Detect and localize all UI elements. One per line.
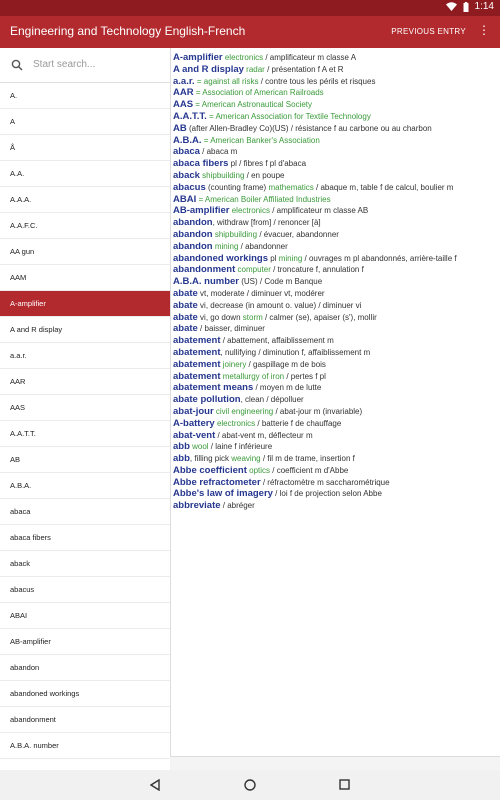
dictionary-entry[interactable] [173, 312, 498, 324]
list-item[interactable]: A-amplifier [0, 291, 170, 317]
list-item[interactable]: AAR [0, 369, 170, 395]
entry-headword: abatement [173, 370, 221, 382]
entry-grammar-note: vi [197, 300, 206, 310]
dictionary-entry[interactable] [173, 253, 498, 265]
list-item[interactable]: abandon [0, 655, 170, 681]
dictionary-entry[interactable] [173, 76, 498, 88]
dictionary-entry[interactable] [173, 453, 498, 465]
dictionary-entry[interactable] [173, 477, 498, 489]
dictionary-entry[interactable] [173, 371, 498, 383]
dictionary-entries [173, 52, 498, 772]
dictionary-entry[interactable] [173, 241, 498, 253]
entry-grammar-note: pl [268, 253, 277, 263]
entry-subject-label: = American Banker's Association [203, 135, 320, 145]
list-item[interactable]: A [0, 109, 170, 135]
entry-subject-label: mining [214, 241, 239, 251]
entry-headword: A and R display [173, 63, 244, 75]
entry-headword: abatement [173, 335, 221, 347]
dictionary-entry[interactable] [173, 430, 498, 442]
entry-translation: / abattement, affaiblissement m [220, 336, 334, 346]
previous-entry-button[interactable]: PREVIOUS ENTRY [391, 27, 466, 36]
list-item[interactable]: abaca fibers [0, 525, 170, 551]
list-item[interactable]: AB [0, 447, 170, 473]
entry-grammar-note: (after Allen-Bradley Co)(US) [186, 123, 289, 133]
list-item[interactable]: A.A. [0, 161, 170, 187]
sidebar [0, 48, 171, 770]
entry-translation: / laine f inférieure [208, 442, 273, 452]
list-item[interactable]: A.B.A. number [0, 733, 170, 759]
entry-translation: / gaspillage m de bois [246, 359, 326, 369]
entry-subject-label: shipbuilding [202, 170, 245, 180]
dictionary-entry[interactable] [173, 205, 498, 217]
dictionary-entry[interactable] [173, 99, 498, 111]
entry-headword: abatement means [173, 382, 254, 394]
list-item[interactable]: A.A.F.C. [0, 213, 170, 239]
entry-translation: / abréger [220, 501, 255, 511]
entry-grammar-note: vi [197, 312, 206, 322]
overflow-menu-icon[interactable]: ⋮ [478, 23, 490, 37]
list-item[interactable]: abandonment [0, 707, 170, 733]
entry-headword: AB [173, 122, 187, 134]
list-item[interactable]: A.B.A. [0, 473, 170, 499]
entry-translation: / évacuer, abandonner [257, 229, 339, 239]
entry-headword: abat-vent [173, 429, 216, 441]
dictionary-entry[interactable] [173, 217, 498, 229]
entry-translation: / coefficient m d'Abbe [270, 465, 349, 475]
list-item[interactable]: A.A.A. [0, 187, 170, 213]
entry-translation: / fil m de trame, insertion f [260, 454, 355, 464]
entry-headword: abatement [173, 358, 221, 370]
entry-subject-label: weaving [231, 454, 261, 464]
entry-translation: / abat-jour m (invariable) [273, 406, 363, 416]
entry-subject-label: joinery [222, 359, 247, 369]
entry-translation: / abaca m [199, 147, 238, 157]
list-item[interactable]: abacus [0, 577, 170, 603]
entry-subject-label: optics [249, 465, 271, 475]
entry-headword: ABAI [173, 193, 197, 205]
entry-translation: / abaque m, table f de calcul, boulier m [313, 182, 454, 192]
recents-icon[interactable] [339, 779, 350, 790]
entry-subject-label: = American Astronautical Society [195, 100, 313, 110]
list-item[interactable]: ABAI [0, 603, 170, 629]
wifi-icon [446, 2, 457, 11]
entry-translation: / Code m Banque [257, 277, 323, 287]
entry-subject-label: mining [278, 253, 303, 263]
app-title: Engineering and Technology English-French [10, 24, 246, 38]
dictionary-entry[interactable] [173, 111, 498, 123]
entry-grammar-note: , filling pick [189, 454, 230, 464]
entry-translation: / contre tous les périls et risques [258, 76, 376, 86]
entry-translation: / diminution f, affaiblissement m [256, 347, 371, 357]
entry-translation: / pertes f pl [284, 371, 326, 381]
dictionary-entry[interactable] [173, 52, 498, 64]
entry-headword: abate [173, 299, 198, 311]
entry-headword: AB-amplifier [173, 205, 230, 217]
entry-translation: / amplificateur m classe AB [269, 206, 369, 216]
search-input[interactable]: Start search... [33, 59, 96, 70]
content-bottom-edge [170, 756, 500, 771]
entry-grammar-note: (US) [238, 277, 258, 287]
status-bar [0, 0, 500, 16]
entry-subject-label: wool [192, 442, 209, 452]
entry-translation: / renoncer [à] [271, 218, 321, 228]
entry-translation: / en poupe [244, 170, 285, 180]
dictionary-entry[interactable] [173, 347, 498, 359]
dictionary-entry[interactable] [173, 276, 498, 288]
entry-translation: / abat-vent m, déflecteur m [215, 430, 313, 440]
entry-headword: abate [173, 323, 198, 335]
entry-grammar-note: (counting frame) [205, 182, 267, 192]
dictionary-entry[interactable] [173, 170, 498, 182]
back-icon[interactable] [150, 779, 160, 791]
search-bar[interactable] [0, 48, 170, 83]
dictionary-entry[interactable] [173, 146, 498, 158]
dictionary-entry[interactable] [173, 158, 498, 170]
entry-subject-label: = Association of American Railroads [195, 88, 324, 98]
entry-headword: abbreviate [173, 500, 221, 512]
entry-headword: A.B.A. number [173, 276, 239, 288]
list-item[interactable]: A. [0, 83, 170, 109]
dictionary-entry[interactable] [173, 323, 498, 335]
dictionary-entry[interactable] [173, 64, 498, 76]
dictionary-entry[interactable] [173, 488, 498, 500]
dictionary-entry[interactable] [173, 465, 498, 477]
entry-subject-label: storm [242, 312, 263, 322]
entry-subject-label: electronics [224, 53, 264, 62]
entry-headword: a.a.r. [173, 75, 195, 87]
entry-headword: abandon [173, 228, 213, 240]
list-item[interactable]: A and R display [0, 317, 170, 343]
dictionary-entry[interactable] [173, 359, 498, 371]
entry-headword: A-amplifier [173, 52, 223, 63]
app-bar [0, 16, 500, 48]
list-item[interactable]: aback [0, 551, 170, 577]
word-list [0, 83, 170, 759]
list-item[interactable]: abaca [0, 499, 170, 525]
entry-subject-label: electronics [231, 206, 270, 216]
entry-subject-label: electronics [216, 418, 256, 428]
entry-grammar-note: vt [197, 288, 207, 298]
entry-subject-label: = American Boiler Affiliated Industries [198, 194, 331, 204]
entry-grammar-note: , withdraw [from] [212, 218, 272, 228]
entry-headword: abandon [173, 240, 213, 252]
dictionary-entry[interactable] [173, 406, 498, 418]
entry-translation: / moyen m de lutte [253, 383, 322, 393]
entry-headword: abaca [173, 146, 200, 158]
entry-grammar-note: pl [228, 159, 237, 169]
entry-translation: / amplificateur m classe A [263, 53, 357, 62]
search-icon [11, 59, 23, 71]
dictionary-entry[interactable] [173, 87, 498, 99]
list-item[interactable]: a.a.r. [0, 343, 170, 369]
dictionary-entry[interactable] [173, 264, 498, 276]
list-item[interactable]: AAM [0, 265, 170, 291]
entry-translation: / ouvrages m pl abandonnés, arrière-taille f [302, 253, 457, 263]
entry-headword: abatement [173, 346, 221, 358]
entry-translation: / fibres f pl d'abaca [236, 159, 307, 169]
entry-headword: abate [173, 311, 198, 323]
entry-subject-label: shipbuilding [214, 229, 258, 239]
entry-translation: / abandonner [238, 241, 288, 251]
entry-headword: AAS [173, 99, 194, 111]
entry-subject-label: radar [246, 64, 265, 74]
list-item[interactable]: AB-amplifier [0, 629, 170, 655]
dictionary-entry[interactable] [173, 335, 498, 347]
dictionary-entry[interactable] [173, 194, 498, 206]
entry-headword: abat-jour [173, 405, 214, 417]
entry-grammar-note: , nullifying [220, 347, 257, 357]
entry-headword: abandonment [173, 264, 236, 276]
dictionary-entry[interactable] [173, 300, 498, 312]
list-item[interactable]: AAS [0, 395, 170, 421]
dictionary-entry[interactable] [173, 441, 498, 453]
entry-headword: A.A.T.T. [173, 110, 207, 122]
entry-translation: / baisser, diminuer [197, 324, 265, 334]
dictionary-entry[interactable] [173, 182, 498, 194]
entry-headword: Abbe's law of imagery [173, 488, 273, 500]
dictionary-entry[interactable] [173, 500, 498, 512]
entry-headword: A.B.A. [173, 134, 202, 146]
dictionary-entry[interactable] [173, 288, 498, 300]
dictionary-entry[interactable] [173, 135, 498, 147]
list-item[interactable]: Å [0, 135, 170, 161]
dictionary-entry[interactable] [173, 123, 498, 135]
entry-subject-label: = against all risks [196, 76, 259, 86]
entry-subject-label: computer [237, 265, 271, 275]
entry-headword: Abbe refractometer [173, 476, 261, 488]
entry-translation: , clean / dépolluer [240, 395, 304, 405]
entry-headword: A-battery [173, 417, 215, 429]
entry-headword: abb [173, 453, 190, 465]
dictionary-entry[interactable] [173, 229, 498, 241]
entry-translation: / réfractomètre m saccharométrique [260, 477, 390, 487]
entry-subject-label: civil engineering [215, 406, 274, 416]
entry-subject-label: mathematics [268, 182, 314, 192]
entry-translation: , go down [205, 312, 241, 322]
entry-headword: abate pollution [173, 394, 241, 406]
entry-headword: abaca fibers [173, 158, 229, 170]
entry-headword: Abbe coefficient [173, 464, 247, 476]
entry-headword: abb [173, 441, 190, 453]
entry-translation: / batterie f de chauffage [255, 418, 342, 428]
entry-translation: / présentation f A et R [264, 64, 344, 74]
entry-translation: / calmer (se), apaiser (s'), mollir [262, 312, 377, 322]
entry-headword: abandon [173, 217, 213, 229]
dictionary-entry[interactable] [173, 382, 498, 394]
list-item[interactable]: abandoned workings [0, 681, 170, 707]
dictionary-entry[interactable] [173, 394, 498, 406]
navigation-bar [0, 770, 500, 800]
entry-headword: abate [173, 287, 198, 299]
entry-translation: / troncature f, annulation f [270, 265, 364, 275]
battery-icon [463, 2, 469, 12]
clock: 1:14 [474, 1, 494, 12]
entry-headword: aback [173, 169, 200, 181]
entry-translation: / résistance f au carbone ou au charbon [288, 123, 432, 133]
list-item[interactable]: AA gun [0, 239, 170, 265]
list-item[interactable]: A.A.T.T. [0, 421, 170, 447]
dictionary-entry[interactable] [173, 418, 498, 430]
entry-headword: abandoned workings [173, 252, 269, 264]
entry-headword: AAR [173, 87, 194, 99]
entry-translation: / loi f de projection selon Abbe [272, 489, 382, 499]
entry-subject-label: = American Association for Textile Technology [209, 111, 371, 121]
home-icon[interactable] [244, 779, 256, 791]
entry-translation: , decrease (in amount o. value) / diminuer vi [205, 300, 362, 310]
entry-translation: , moderate / diminuer vt, modérer [206, 288, 325, 298]
entry-subject-label: metallurgy of iron [222, 371, 285, 381]
entry-headword: abacus [173, 181, 206, 193]
